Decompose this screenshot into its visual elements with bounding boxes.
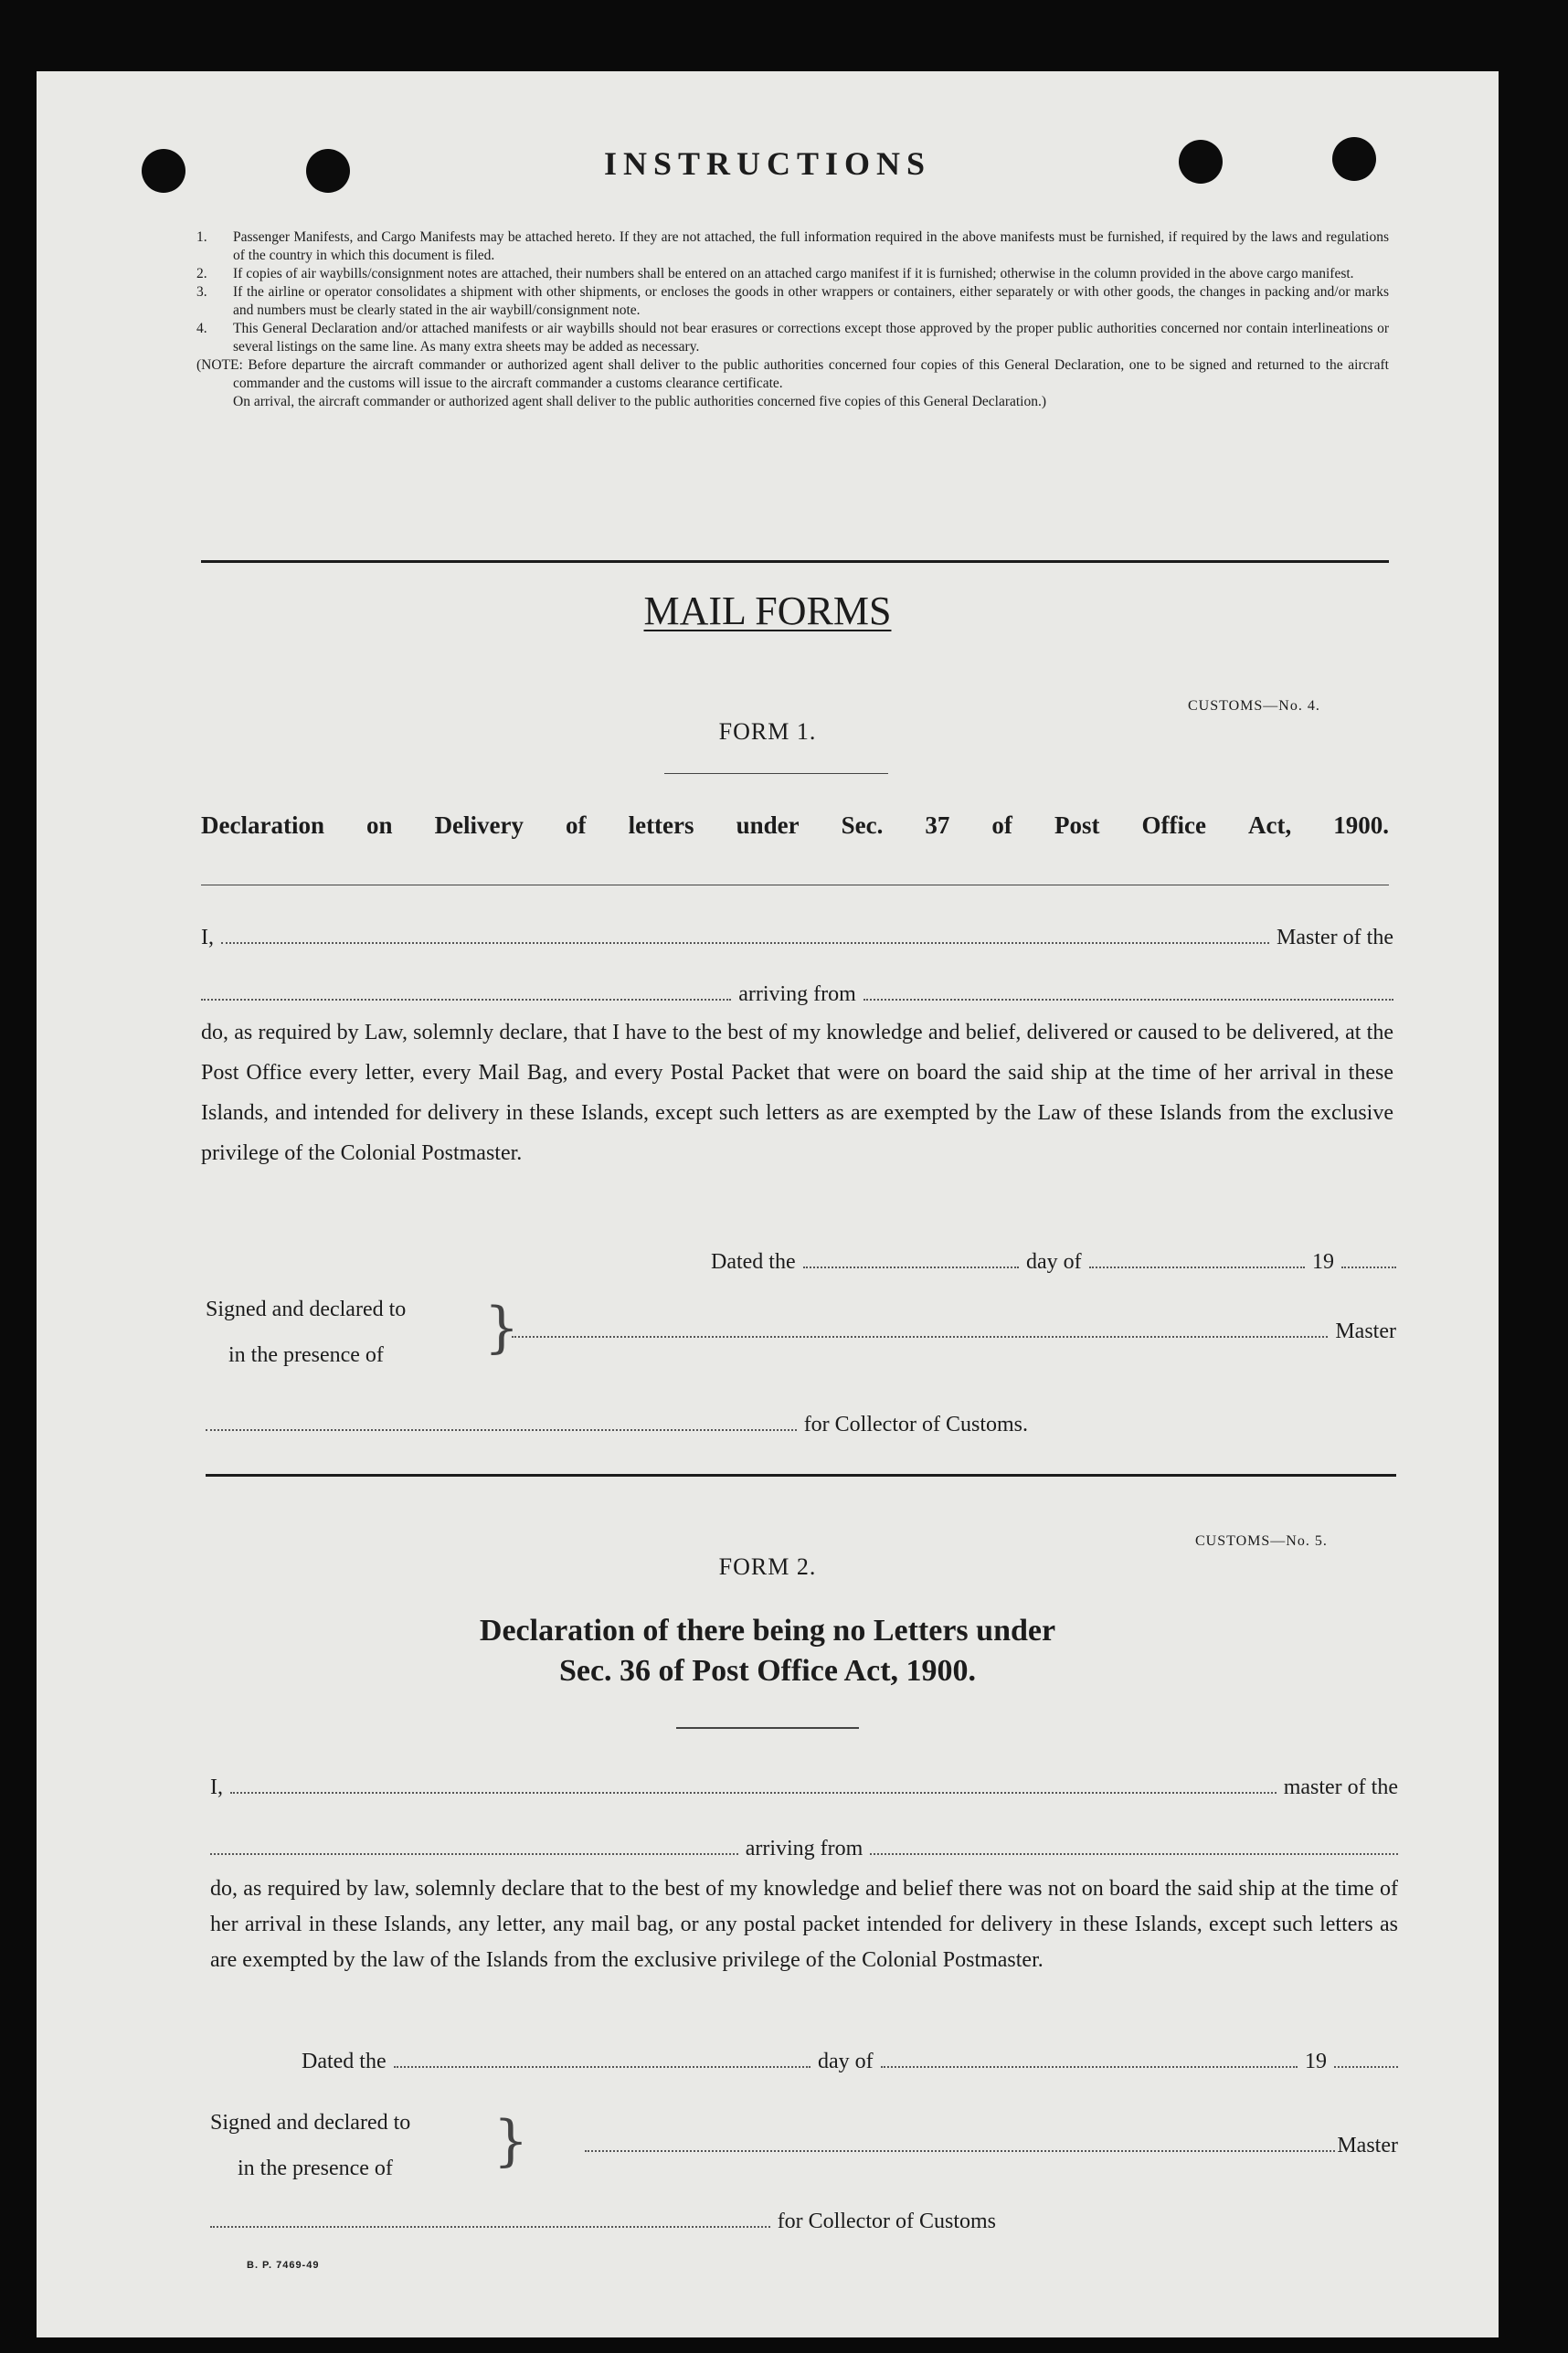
form1-collector-line [206, 1413, 1028, 1437]
mail-forms-title [37, 588, 1499, 634]
form2-brace-icon: } [493, 2109, 529, 2173]
form1-ship-field[interactable] [201, 998, 731, 1001]
form1-heading-word: Sec. [841, 811, 884, 839]
form1-heading-word: 37 [925, 811, 950, 839]
form1-dated-line [711, 1250, 1396, 1275]
form1-body-text: do, as required by Law, solemnly declare, that I have to the best of my knowledge and belief, delivered or caused to be delivered, at the Post Office every letter, every Mail Bag, and every Postal Packet that were on board the said ship at the time of her arrival in these Islands, and intended for delivery in these Islands, except such letters as are exempted by the Law of these Islands from the exclusive privilege of the Colonial Postmaster. [201, 1021, 1393, 1165]
form1-name-field[interactable] [221, 941, 1269, 944]
form2-declaration-heading [37, 1611, 1499, 1691]
form2-ship-field[interactable] [210, 1852, 738, 1855]
form1-signature-line [512, 1320, 1396, 1344]
form2-body-text: do, as required by law, solemnly declare that to the best of my knowledge and belief there was not on board the said ship at the time of her arrival in these Islands, any letter, any mail bag, or any postal packet intended for delivery in these Islands, except such letters as are exempted by the law of the Islands from the exclusive privilege of the Colonial Postmaster. [210, 1877, 1398, 1972]
form1-heading-word: Delivery [434, 811, 524, 839]
form1-heading-word: on [366, 811, 393, 839]
instruction-note-arrival: On arrival, the aircraft commander or authorized agent shall deliver to the public authorities concerned five copies of this General Declaration.) [233, 394, 1047, 409]
form1-heading-word: Office [1141, 811, 1206, 839]
instruction-text: If the airline or operator consolidates a shipment with other shipments, or encloses the goods in other wrappers or containers, either separately or with other goods, the changes in packing and/or marks and numbers must be clearly stated in the air waybill/consignment note. [233, 284, 1389, 318]
form2-i-label: I, [210, 1775, 223, 1799]
instruction-item [196, 283, 1389, 320]
instruction-text: Passenger Manifests, and Cargo Manifests may be attached hereto. If they are not attached, the full information required in the above manifests must be furnished, if required by the laws and regulations of the country in which this document is filed. [233, 229, 1389, 263]
form1-title: FORM 1. [718, 718, 817, 745]
form2-origin-field[interactable] [870, 1852, 1398, 1855]
form1-heading-word: Declaration [201, 811, 324, 839]
form2-collector-line [210, 2210, 996, 2234]
form2-arriving-label: arriving from [745, 1837, 863, 1860]
document-page [37, 71, 1499, 2337]
instruction-item [196, 320, 1389, 356]
indent-spacer [196, 393, 233, 411]
form2-collector-field[interactable] [210, 2225, 770, 2228]
form1-signature-field[interactable] [512, 1335, 1328, 1338]
instruction-number: 4. [196, 321, 207, 336]
form2-name-field[interactable] [230, 1791, 1277, 1794]
form1-heading-word: of [991, 811, 1012, 839]
form1-month-field[interactable] [1089, 1266, 1305, 1268]
form1-collector-field[interactable] [206, 1428, 797, 1431]
form1-heading-word: under [736, 811, 800, 839]
form1-master-of-label: Master of the [1277, 926, 1393, 949]
form1-signed-label-1: Signed and declared to [206, 1298, 407, 1321]
form1-arriving-label: arriving from [738, 982, 856, 1006]
form1-heading-word: 1900. [1333, 811, 1389, 839]
instruction-text: This General Declaration and/or attached manifests or air waybills should not bear erasures or corrections except those approved by the proper public authorities concerned nor contain interlineations or several listings on the same line. As many extra sheets may be added as necessary. [233, 321, 1389, 355]
form1-heading-word: letters [628, 811, 694, 839]
instruction-number: 3. [196, 284, 207, 300]
instruction-note-arrival-row [196, 393, 1389, 411]
form1-customs-number: CUSTOMS—No. 4. [1188, 698, 1320, 714]
instruction-item [196, 228, 1389, 265]
form2-dated-label: Dated the [302, 2050, 387, 2073]
form2-heading-underline [676, 1727, 859, 1729]
form1-declaration-heading [201, 811, 1389, 840]
form1-brace-icon: } [484, 1296, 520, 1360]
form2-year-label: 19 [1305, 2050, 1327, 2073]
form1-year-label: 19 [1312, 1250, 1334, 1274]
form1-day-of-label: day of [1025, 1250, 1082, 1274]
form2-month-field[interactable] [881, 2065, 1298, 2068]
instructions-title: INSTRUCTIONS [603, 145, 932, 182]
instructions-list [196, 228, 1389, 411]
form2-title: FORM 2. [718, 1553, 817, 1580]
form2-day-of-label: day of [817, 2050, 874, 2073]
instruction-number: 2. [196, 266, 207, 281]
mail-forms-title-text: MAIL FORMS [643, 588, 892, 633]
form1-master-label: Master [1335, 1320, 1396, 1343]
instruction-text: If copies of air waybills/consignment notes are attached, their numbers shall be entered on an attached cargo manifest if it is furnished; otherwise in the column provided in the above cargo manifest. [233, 266, 1354, 281]
form2-signed-label-1: Signed and declared to [210, 2111, 411, 2135]
form1-signed-label-2: in the presence of [228, 1343, 384, 1367]
form2-heading-line-2: Sec. 36 of Post Office Act, 1900. [558, 1654, 977, 1688]
form2-day-field[interactable] [394, 2065, 810, 2068]
form1-master-line [201, 926, 1393, 950]
form1-origin-field[interactable] [863, 998, 1393, 1001]
form2-master-line [210, 1775, 1398, 1800]
form1-year-field[interactable] [1341, 1266, 1396, 1268]
form1-heading-word: Post [1054, 811, 1100, 839]
form2-master-of-label: master of the [1283, 1775, 1398, 1799]
instruction-note-departure: (NOTE: Before departure the aircraft commander or authorized agent shall deliver to the public authorities concerned four copies of this General Declaration, one to be signed and returned to the aircraft commander and the customs will issue to the aircraft commander a customs clearance certificate. [196, 357, 1389, 391]
instruction-note [196, 356, 1389, 393]
form2-signature-field[interactable] [585, 2149, 1335, 2152]
form2-master-label: Master [1337, 2134, 1398, 2157]
instruction-item [196, 265, 1389, 283]
form2-dated-line [302, 2050, 1398, 2074]
form1-i-label: I, [201, 926, 214, 949]
instruction-number: 1. [196, 229, 207, 245]
form2-arriving-line [210, 1837, 1398, 1861]
form1-title-underline [664, 773, 888, 774]
form2-heading-line-1: Declaration of there being no Letters under [479, 1614, 1056, 1648]
form1-heading-word: Act, [1247, 811, 1292, 839]
form1-day-field[interactable] [803, 1266, 1019, 1268]
form-divider [206, 1474, 1396, 1477]
form1-arriving-line [201, 982, 1393, 1007]
form-print-code: B. P. 7469-49 [247, 2260, 320, 2271]
form2-collector-label: for Collector of Customs [777, 2210, 996, 2233]
form2-signed-label-2: in the presence of [238, 2157, 393, 2180]
form1-collector-label: for Collector of Customs. [803, 1413, 1028, 1436]
form2-signature-line [585, 2134, 1398, 2158]
section-divider [201, 560, 1389, 563]
form1-heading-word: of [566, 811, 587, 839]
form2-customs-number: CUSTOMS—No. 5. [1195, 1533, 1328, 1549]
form2-year-field[interactable] [1334, 2065, 1398, 2068]
form1-dated-label: Dated the [711, 1250, 796, 1274]
